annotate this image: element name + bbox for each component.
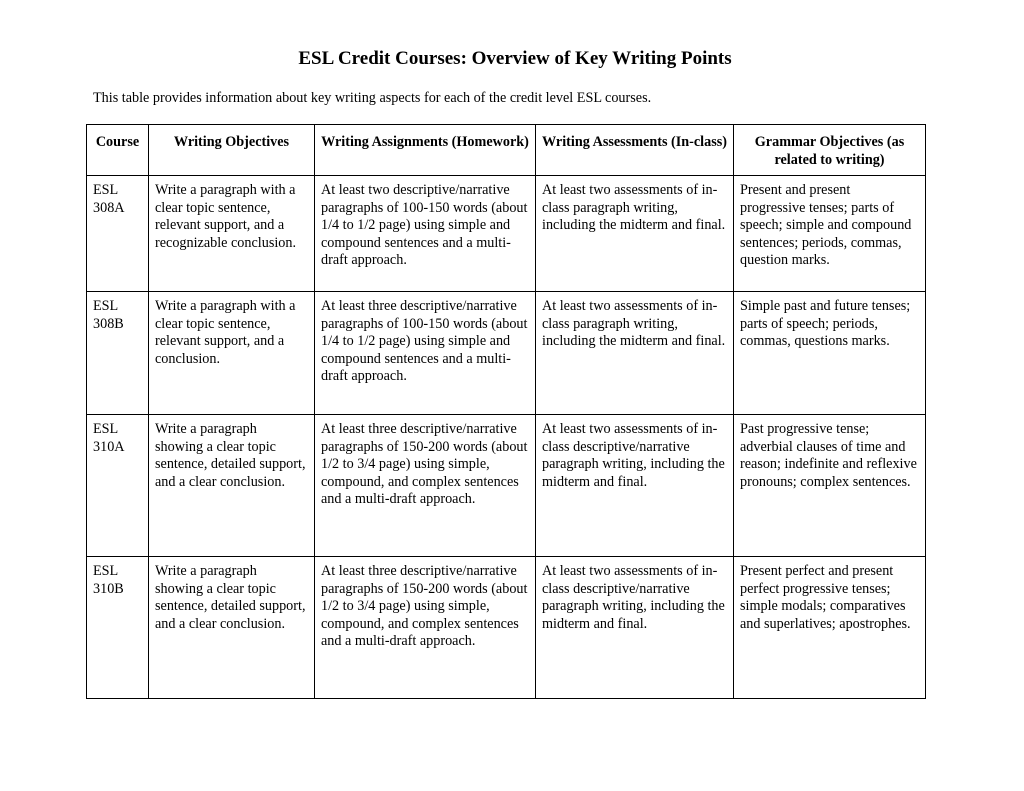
cell-writing-assessments: At least two assessments of in-class paragraph writing, including the midterm and final. [536,176,734,292]
cell-writing-objectives: Write a paragraph showing a clear topic sentence, detailed support, and a clear conclusion. [149,415,315,557]
cell-writing-assignments: At least three descriptive/narrative paragraphs of 150-200 words (about 1/2 to 3/4 page) using simple, compound, and complex sentences and a multi-draft approach. [315,415,536,557]
table-row [87,292,926,415]
cell-course: ESL 310A [87,415,149,557]
cell-writing-objectives: Write a paragraph with a clear topic sentence, relevant support, and a conclusion. [149,292,315,415]
overview-table [86,124,926,699]
header-writing-assignments: Writing Assignments (Homework) [315,125,536,176]
cell-course: ESL 310B [87,557,149,699]
table-header-row [87,125,926,176]
table-row [87,415,926,557]
cell-course: ESL 308B [87,292,149,415]
cell-writing-objectives: Write a paragraph showing a clear topic sentence, detailed support, and a clear conclusion. [149,557,315,699]
header-course: Course [87,125,149,176]
cell-course: ESL 308A [87,176,149,292]
cell-writing-assignments: At least two descriptive/narrative paragraphs of 100-150 words (about 1/4 to 1/2 page) using simple and compound sentences and a multi-draft approach. [315,176,536,292]
cell-writing-assessments: At least two assessments of in-class paragraph writing, including the midterm and final. [536,292,734,415]
table-row [87,557,926,699]
table-row [87,176,926,292]
header-writing-objectives: Writing Objectives [149,125,315,176]
cell-writing-assessments: At least two assessments of in-class descriptive/narrative paragraph writing, including the midterm and final. [536,415,734,557]
cell-writing-assignments: At least three descriptive/narrative paragraphs of 150-200 words (about 1/2 to 3/4 page) using simple, compound, and complex sentences and a multi-draft approach. [315,557,536,699]
cell-grammar-objectives: Present perfect and present perfect progressive tenses; simple modals; comparatives and superlatives; apostrophes. [734,557,926,699]
cell-grammar-objectives: Present and present progressive tenses; parts of speech; simple and compound sentences; periods, commas, question marks. [734,176,926,292]
cell-grammar-objectives: Past progressive tense; adverbial clauses of time and reason; indefinite and reflexive pronouns; complex sentences. [734,415,926,557]
header-grammar-objectives: Grammar Objectives (as related to writing) [734,125,926,176]
cell-writing-assignments: At least three descriptive/narrative paragraphs of 100-150 words (about 1/4 to 1/2 page) using simple and compound sentences and a multi-draft approach. [315,292,536,415]
document-title: ESL Credit Courses: Overview of Key Writing Points [298,48,732,69]
intro-paragraph: This table provides information about key writing aspects for each of the credit level ESL courses. [93,90,652,106]
cell-grammar-objectives: Simple past and future tenses; parts of speech; periods, commas, questions marks. [734,292,926,415]
cell-writing-objectives: Write a paragraph with a clear topic sentence, relevant support, and a recognizable conclusion. [149,176,315,292]
cell-writing-assessments: At least two assessments of in-class descriptive/narrative paragraph writing, including the midterm and final. [536,557,734,699]
header-writing-assessments: Writing Assessments (In-class) [536,125,734,176]
